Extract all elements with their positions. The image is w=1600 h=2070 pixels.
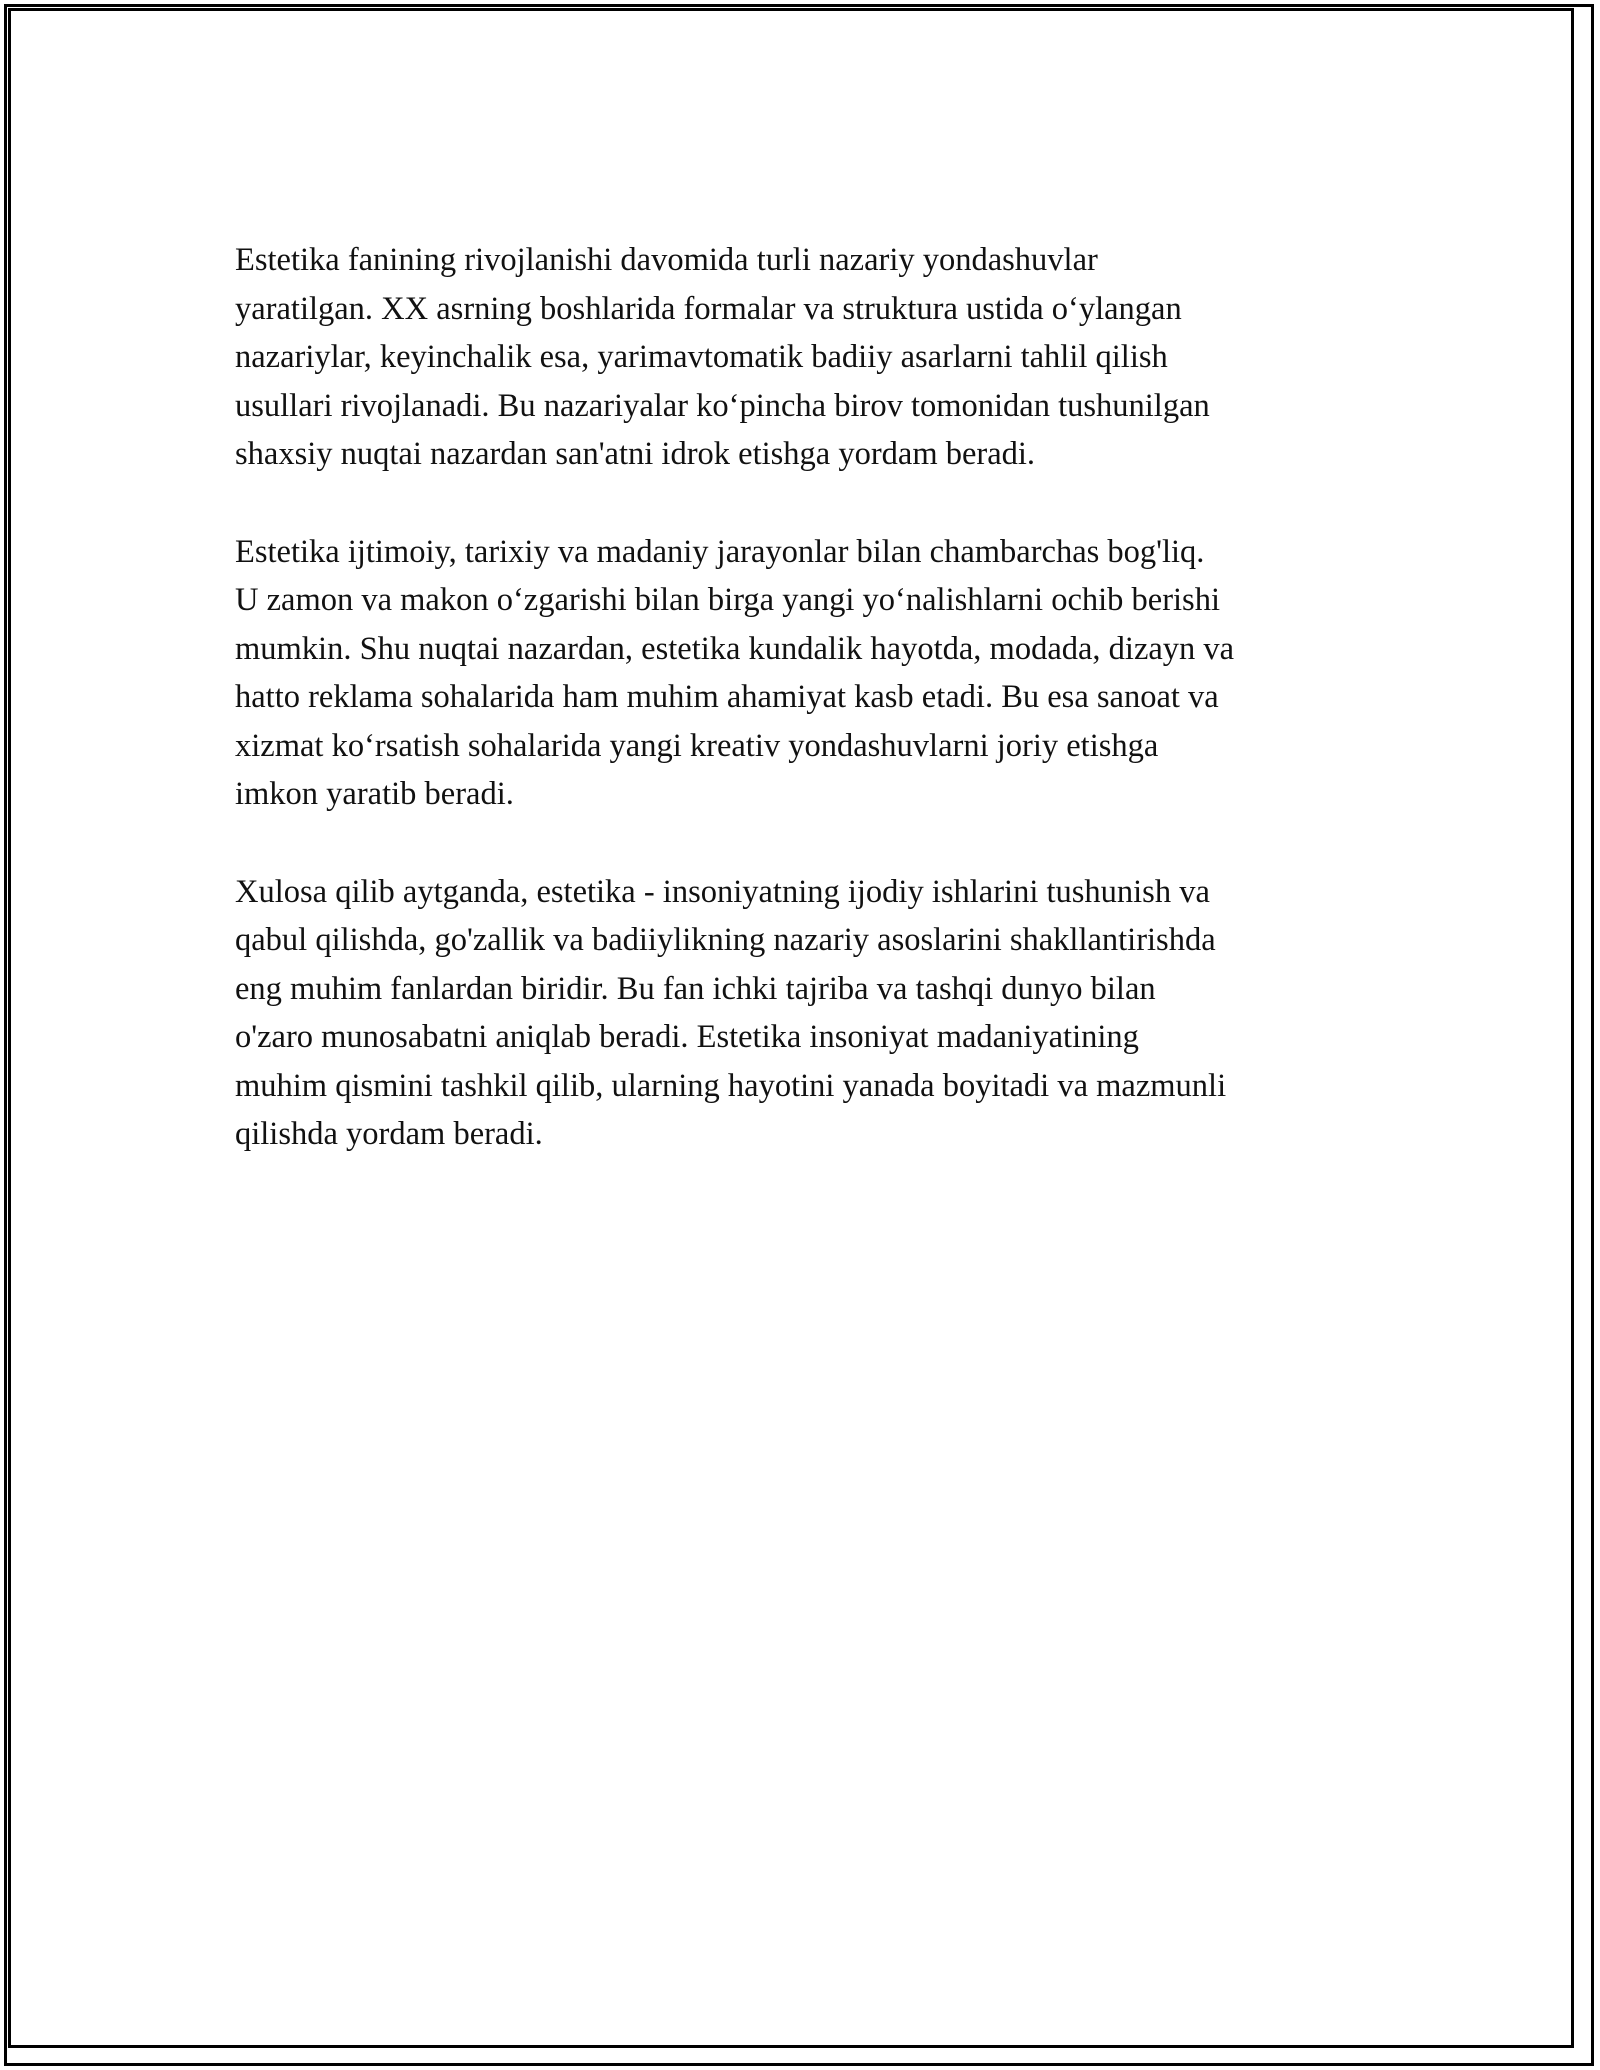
document-body — [235, 236, 1375, 1208]
text-line: o'zaro munosabatni aniqlab beradi. Estetika insoniyat madaniyatining — [235, 1019, 1139, 1055]
text-line: xizmat ko‘rsatish sohalarida yangi kreativ yondashuvlarni joriy etishga — [235, 727, 1159, 764]
text-line: qabul qilishda, go'zallik va badiiylikning nazariy asoslarini shakllantirishda — [235, 922, 1216, 958]
text-line: U zamon va makon o‘zgarishi bilan birga yangi yo‘nalishlarni ochib berishi — [235, 582, 1220, 618]
text-line: yaratilgan. XX asrning boshlarida formalar va struktura ustida o‘ylangan — [235, 290, 1182, 327]
text-line: Xulosa qilib aytganda, estetika - insoniyatning ijodiy ishlarini tushunish va — [235, 873, 1210, 910]
text-line: imkon yaratib beradi. — [235, 776, 514, 812]
text-line: usullari rivojlanadi. Bu nazariyalar ko‘pincha birov tomonidan tushunilgan — [235, 387, 1210, 424]
text-line: Estetika ijtimoiy, tarixiy va madaniy jarayonlar bilan chambarchas bog'liq. — [235, 533, 1205, 570]
text-line: eng muhim fanlardan biridir. Bu fan ichki tajriba va tashqi dunyo bilan — [235, 970, 1156, 1007]
paragraph-2 — [235, 528, 1375, 819]
text-line: shaxsiy nuqtai nazardan san'atni idrok etishga yordam beradi. — [235, 436, 1036, 472]
text-line: qilishda yordam beradi. — [235, 1116, 543, 1152]
text-line: Estetika fanining rivojlanishi davomida turli nazariy yondashuvlar — [235, 242, 1098, 278]
text-line: muhim qismini tashkil qilib, ularning hayotini yanada boyitadi va mazmunli — [235, 1067, 1227, 1104]
text-line: mumkin. Shu nuqtai nazardan, estetika kundalik hayotda, modada, dizayn va — [235, 630, 1235, 667]
paragraph-3 — [235, 868, 1375, 1159]
paragraph-1 — [235, 236, 1375, 479]
text-line: nazariylar, keyinchalik esa, yarimavtomatik badiiy asarlarni tahlil qilish — [235, 339, 1168, 375]
text-line: hatto reklama sohalarida ham muhim ahamiyat kasb etadi. Bu esa sanoat va — [235, 679, 1219, 715]
